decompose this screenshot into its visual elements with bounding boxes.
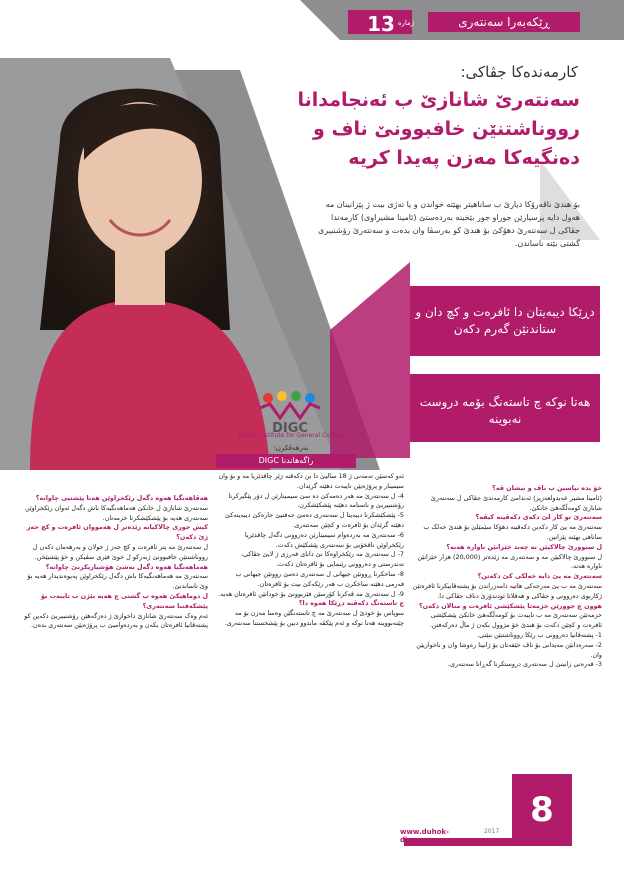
paragraph: 1- پشتەڤانیا دەروونی ب رێکا رووناشتنێن بنێتی.: [477, 630, 602, 639]
paragraph: سەنتەرێ مە ب یێ مەرجەکی هاتیە دامەزراندن بۆ پشتەڤانیکرنا ئافرەتێن ژکاربوی دەروونی و جڤاکی و هەڤلاتا ئودندۆزێ دناڤ جڤاکی دا.: [412, 581, 602, 600]
question-heading: هوون چ جوورێن خزمەتا پێشکێشی ئافرەت و منالان دکەن؟: [418, 601, 602, 610]
paragraph: 9- ل سەنتەرێ مە ڤەکرنا کۆرسێن فێربوونێ بۆ خودانێن ئافرەتان هەیە.: [218, 589, 404, 598]
paragraph: 6- سەنتەرێ مە بەردەوام سیمینارێن دەروونی دگەل چاڤدێریا رێکخراوێن ناڤخۆیی بۆ سەنتەری پێشکێش دکەت.: [244, 530, 404, 549]
pull-quote-2: هەتا نوکە چ تاستەنگ بۆمە دروست نەبوینە: [410, 374, 600, 442]
question-heading: هەڤاهەنگیا هەوە دگەل رێکخراوێن هەتا پێشنیی چاوانە؟: [35, 494, 208, 502]
paragraph: (ئامینا مشیر عەبدولعەزیز) ئەندامێ کارمەندێ جڤاکی ل سەنتەرێ شانازێ کومەڵگەهێ خانکێ.: [430, 493, 602, 512]
section-title: ڕێکەبەرا سەنتەری: [428, 12, 580, 32]
paragraph: 2- سەرەدانێن مەیدانی بۆ ناڤ خێفەتان بۆ ژانینا رەوشا وان و ناخوازیێن وان.: [416, 640, 602, 659]
credit-label: بەرهەڤکرن:: [273, 444, 309, 452]
paragraph: خزمەتێن سەنتەرێ مە ب تایبەت بۆ کومەڵگەهێ خانکێ پێشکێشی ئافرەت و کچێن دکەت بۆ هندێ خۆ مژوول بکەن ژ ماڵ دەرکەفتن.: [429, 611, 602, 630]
paragraph: سەنتەرێ مە یێ کار دکەین دکەڤیتە دهۆکا سێمێلێ بۆ هندێ خەلک ب ساناهی بهێنە پێزانین.: [423, 523, 602, 541]
question-heading: سەنتەرێ مە یێ دایە خەلکی کێ دکەتن؟: [477, 572, 602, 581]
paragraph: 4- ل سەنتەرێ مە هەر دەمەکێ دە سێ سیمینارێن ل دۆر پێگیرکرنا رۆشنبیریێ و ناسنامە دهێنە پێشکێشکرن.: [228, 491, 404, 510]
column-left: [22, 494, 208, 842]
article-headline: سەنتەرێ شانازێ ب ئەنجامدانا رووناشتنێن خافبوونێ ناف و دەنگیەکا مەزن پەیدا کریە: [297, 89, 580, 169]
question-heading: ل سنوورێ چالاکیێن تە چەند خێزانێن ناوارە هەنە؟: [446, 542, 602, 551]
column-middle: [216, 472, 404, 842]
svg-text:DIGC: DIGC: [272, 421, 308, 436]
footer-url[interactable]: www.duhok-digc.org: [400, 828, 449, 844]
page-number: 8: [512, 774, 572, 846]
question-heading: چ تاستەنگ دکەڤنە دڕێکا هەوە دا؟: [298, 599, 404, 608]
question-heading: خۆ بدە نیاسین ب ناڤ و نیشان ڤە؟: [492, 484, 602, 492]
issue-number: 13: [367, 12, 395, 36]
paragraph: 5- پێشکێشکرنا دیبەیتا ل سەنتەری دەمێ حەفتیێ جارەکێ دیبەیتەکێ دهێتە گرێدان بۆ ئافرەت و کچێن سەنتەری.: [224, 511, 404, 529]
question-heading: ل دوماهیکێ هەوە ب گشتی چ هەیە بێژن ب تایبەت بۆ پێشکەفتنا سەنتەری؟: [41, 591, 208, 610]
column-right: [412, 484, 602, 796]
question-heading: هەماهەنگیا هەوە دگەل بەشێ هۆشیاریکرنێ چاوانە؟: [45, 562, 208, 571]
paragraph: سەنتەرێ شانازێ ل خانکێ هەماهەنگیەکا باش دگەل ئەوان رێکخراوێن سەنتەری هەیە بۆ پێشکێشکرنا خزمەتان.: [25, 503, 208, 522]
paragraph: ئەم وەک سەنتەرێ شانازێ داخوازێ ژ دەزگەهێن رۆشنبیریێ دکەین کو پشتەڤانیا ئافرەتان بکەن و بەردەوامیێ ب پرۆژەیێن سەنتەری بدەن.: [24, 611, 208, 630]
footer-year: 2017: [484, 828, 500, 835]
logo-caption: Duhok Institute for General Culture: [238, 432, 344, 439]
paragraph: ل سەنتەرێ مە پتر ئافرەت و کچ حەز ژ خولان و بەرهەمان دکەن ل رووناشتنێن خافبوونێ ژبەرکو ل خوێ فێری سڤیکن و خۆ پێشبێخن.: [32, 542, 208, 561]
paragraph: 8- ساخکرنا ڕووتێن جیهانی ل سەنتەری دەمێ رووتێن جیهانی ب فەرمی دهێنە ساخکرن ب هەر رێکەکێ بیت بۆ ئافرەتان.: [235, 569, 404, 588]
paragraph: 7- ل سەنتەرێ مە رێکخراوەکا نێ دانای فەرزی ژ لایێ جڤاکی، تەندرستی و دەروونی رێنمایی بۆ ئافرەتان دکەت.: [241, 550, 404, 569]
credit-box: راگەهاندنا DIGC: [216, 454, 356, 468]
paragraph: 3- قەرەنی زانینێ ل سەنتەری دروستکرنا گەڕانا سەنتەری.: [447, 660, 602, 669]
paragraph: سەنتەرێ مە هەماهەنگیەکا باش دگەل رێکخراوێن پەیوەندیدار هەیە بۆ وێ ناساندنێ.: [27, 572, 208, 591]
question-heading: کیش جوری چالاکیانە زێدەتر ل هەمووان ئافرەت و کچ حەز ژێ دکەن؟: [26, 523, 208, 542]
issue-label: ژمارە: [397, 19, 415, 27]
article-intro: بۆ هندێ ناڤەرۆکا دیارێ ب ساناهیتر بهێتە خواندن و یا تەژی بیت ژ پێزانینان مە هەول دایە پرسیارێن جوراو جور بێخینە بەردەستێ (ئامینا مشیراوی) کارمەندا جڤاکی ل سەنتەرێ دهۆکێ بۆ هندێ کو بەرسڤا وان بدەت و سەنتەرێ رۆشنبیری گشتی بێتە ناساندن.: [318, 200, 580, 248]
paragraph: ئەو کەسێن تەمەنی ژ 18 سالیێ دا بن دکەڤنە ژێر چاڤدێریا مە و بۆ وان سیمینار و پرۆژەیێن تایبەت دهێنە گرێدان.: [218, 472, 404, 490]
paragraph: سوپاس بۆ خودێ ل سەنتەرێ مە چ تاستەنگێن وەسا مەزن بۆ مە چێنەبووینە هەتا نوکە و ئەم پێکڤە ماندوو دبین بۆ پێشخستنا سەنتەری.: [224, 609, 404, 627]
question-heading: سەنتەرێ تو کار لێ دکەی دکەڤیتە کیڤە؟: [475, 513, 602, 522]
paragraph: ل سنوورێ چالاکیێن مە و سەنتەری مە زێدەتر (20,000) هزار خێزانێن ناوارە هەنە.: [417, 552, 602, 571]
article-kicker: کارمەندەکا جڤاکی:: [460, 63, 578, 81]
pull-quote-1: دڕێکا دیبەیتان دا ئافرەت و کچ دان و ستاندنێن گەرم دکەن: [410, 286, 600, 356]
